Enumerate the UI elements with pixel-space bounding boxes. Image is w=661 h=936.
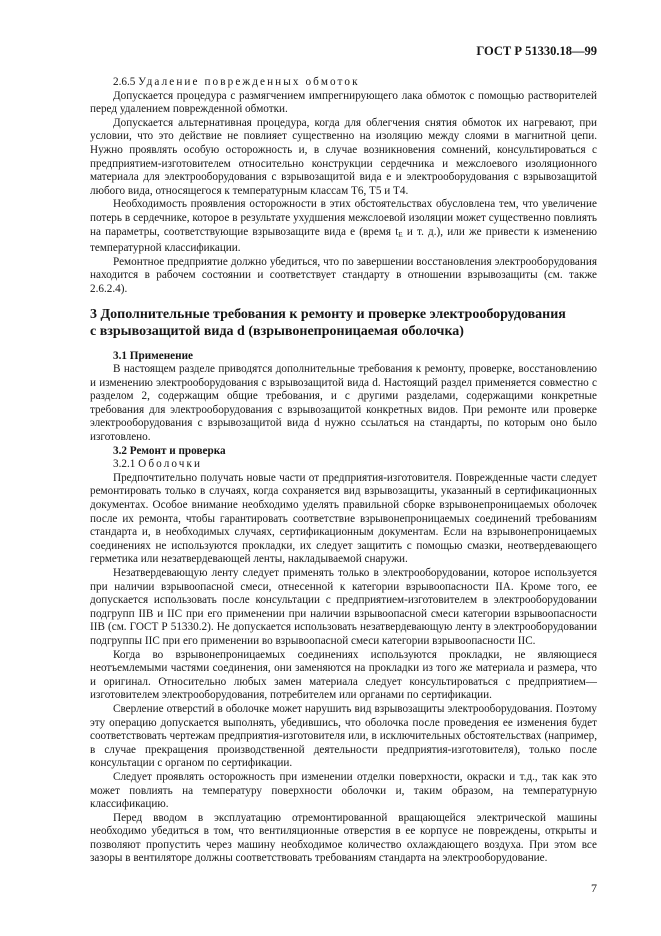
paragraph: Когда во взрывонепроницаемых соединениях используются прокладки, не являющиеся неотъемлемыми частями соединения, они заменяются на прокладки из того же материала и размера, что и оригинал. Относительно любых замен материала следует консультироваться с предприятием—изготовителем электрооборудования, потребителем или органами по сертификации.	[90, 648, 597, 702]
paragraph: Перед вводом в эксплуатацию отремонтированной вращающейся электрической машины необходимо убедиться в том, что вентиляционные отверстия в ее корпусе не повреждены, открыты и позволяют пропустить через машину необходимое количество охлаждающего воздуха. При этом все зазоры в вентиляторе должны соответствовать требованиям стандарта на электрооборудование.	[90, 811, 597, 865]
paragraph: В настоящем разделе приводятся дополнительные требования к ремонту, проверке, восстановлению и изменению электрооборудования с взрывозащитой вида d. Настоящий раздел применяется совместно с разделом 2, содержащим общие требования, и с другими разделами, содержащими конкретные требования для электрооборудования с взрывозащитой конкретных видов. При ремонте или проверке электрооборудования с взрывозащитой вида d нужно ссылаться на стандарты, по которым оно было изготовлено.	[90, 363, 597, 444]
subscript: E	[398, 230, 403, 239]
paragraph: Сверление отверстий в оболочке может нарушить вид взрывозащиты электрооборудования. Поэтому эту операцию допускается выполнять, убедившись, что оболочка после проведения ее изменения будет соответствовать чертежам предприятия-изготовителя или, в исключительных обстоятельствах (например, в случае прекращения производственной деятельности предприятия-изготовителя), только после консультации с органом по сертификации.	[90, 702, 597, 770]
section-3-title-line2: с взрывозащитой вида d (взрывонепроницаемая оболочка)	[90, 323, 464, 339]
section-title: Удаление поврежденных обмоток	[138, 76, 360, 88]
section-3-2-heading: 3.2 Ремонт и проверка	[113, 444, 226, 457]
page-number: 7	[591, 881, 597, 895]
paragraph: Ремонтное предприятие должно убедиться, что по завершении восстановления электрооборудования находится в рабочем состоянии и соответствует стандарту в отношении взрывозащиты (см. также 2.6.2.4).	[90, 255, 597, 295]
section-number: 3.2.1	[113, 458, 136, 471]
section-title: Оболочки	[138, 458, 203, 471]
paragraph: Допускается процедура с размягчением импрегнирующего лака обмоток с помощью растворителей перед удалением поврежденной обмотки.	[90, 89, 597, 116]
section-2-6-5-heading	[90, 76, 597, 90]
section-number: 2.6.5	[113, 76, 136, 88]
paragraph	[90, 198, 597, 255]
section-3-title-line1: 3 Дополнительные требования к ремонту и проверке электрооборудования	[90, 306, 566, 322]
paragraph: Незатвердевающую ленту следует применять только в электрооборудовании, которое используется при наличии взрывоопасной смеси, отнесенной к категории взрывоопасности IIA. Кроме того, ее допускается использовать после консультации с предприятием-изготовителем в электрооборудовании подгрупп IIB и IIC при его применении при наличии взрывоопасной смеси категории взрывоопасности IIB (см. ГОСТ Р 51330.2). Не допускается использовать незатвердевающую ленту в электрооборудовании подгруппы IIC при его применении во взрывоопасной смеси категории взрывоопасности IIC.	[90, 567, 597, 647]
paragraph: Предпочтительно получать новые части от предприятия-изготовителя. Поврежденные части следует ремонтировать только в случаях, когда сохраняется вид взрывозащиты, указанный в сертификационных документах. Особое внимание необходимо уделять правильной сборке взрывонепроницаемых оболочек после их ремонта, чтобы гарантировать соответствие взрывонепроницаемых соединений требованиям стандарта и, в необходимых случаях, сертификационным документам. Если на взрывонепроницаемых соединениях не используются прокладки, их следует защитить с помощью смазки, неотвердевающего герметика или незатвердевающей ленты, накладываемой снаружи.	[90, 471, 597, 566]
section-3-2-1-heading	[90, 458, 597, 472]
paragraph: Допускается альтернативная процедура, когда для облегчения снятия обмоток их нагревают, при условии, что это действие не повлияет существенно на изоляцию между слоями в магнитной цепи. Нужно проявлять особую осторожность и, в случае возникновения сомнений, консультироваться с предприятием-изготовителем относительно конструкции сердечника и межслоевого изоляционного материала для электрооборудования с взрывозащитой вида е и электрооборудования с взрывозащитой любого вида, относящегося к температурным классам Т6, Т5 и Т4.	[90, 116, 597, 197]
paragraph-text: и т. д.), или же привести к изменению температурной классификации.	[90, 225, 597, 255]
paragraph: Следует проявлять осторожность при изменении отделки поверхности, окраски и т.д., так как это может повлиять на температуру поверхности оболочки и, таким образом, на температурную классификацию.	[90, 770, 597, 811]
section-3-1-heading: 3.1 Применение	[113, 349, 194, 362]
paragraph-text: Необходимость проявления осторожности в этих обстоятельствах обусловлена тем, что увеличение потерь в сердечнике, которое в результате ухудшения межслоевой изоляции может существенно повлиять на параметры, соответствующие взрывозащите вида е (время t	[90, 198, 597, 238]
document-body	[90, 76, 597, 866]
section-3-heading	[90, 306, 597, 340]
document-header: ГОСТ Р 51330.18—99	[476, 44, 597, 58]
